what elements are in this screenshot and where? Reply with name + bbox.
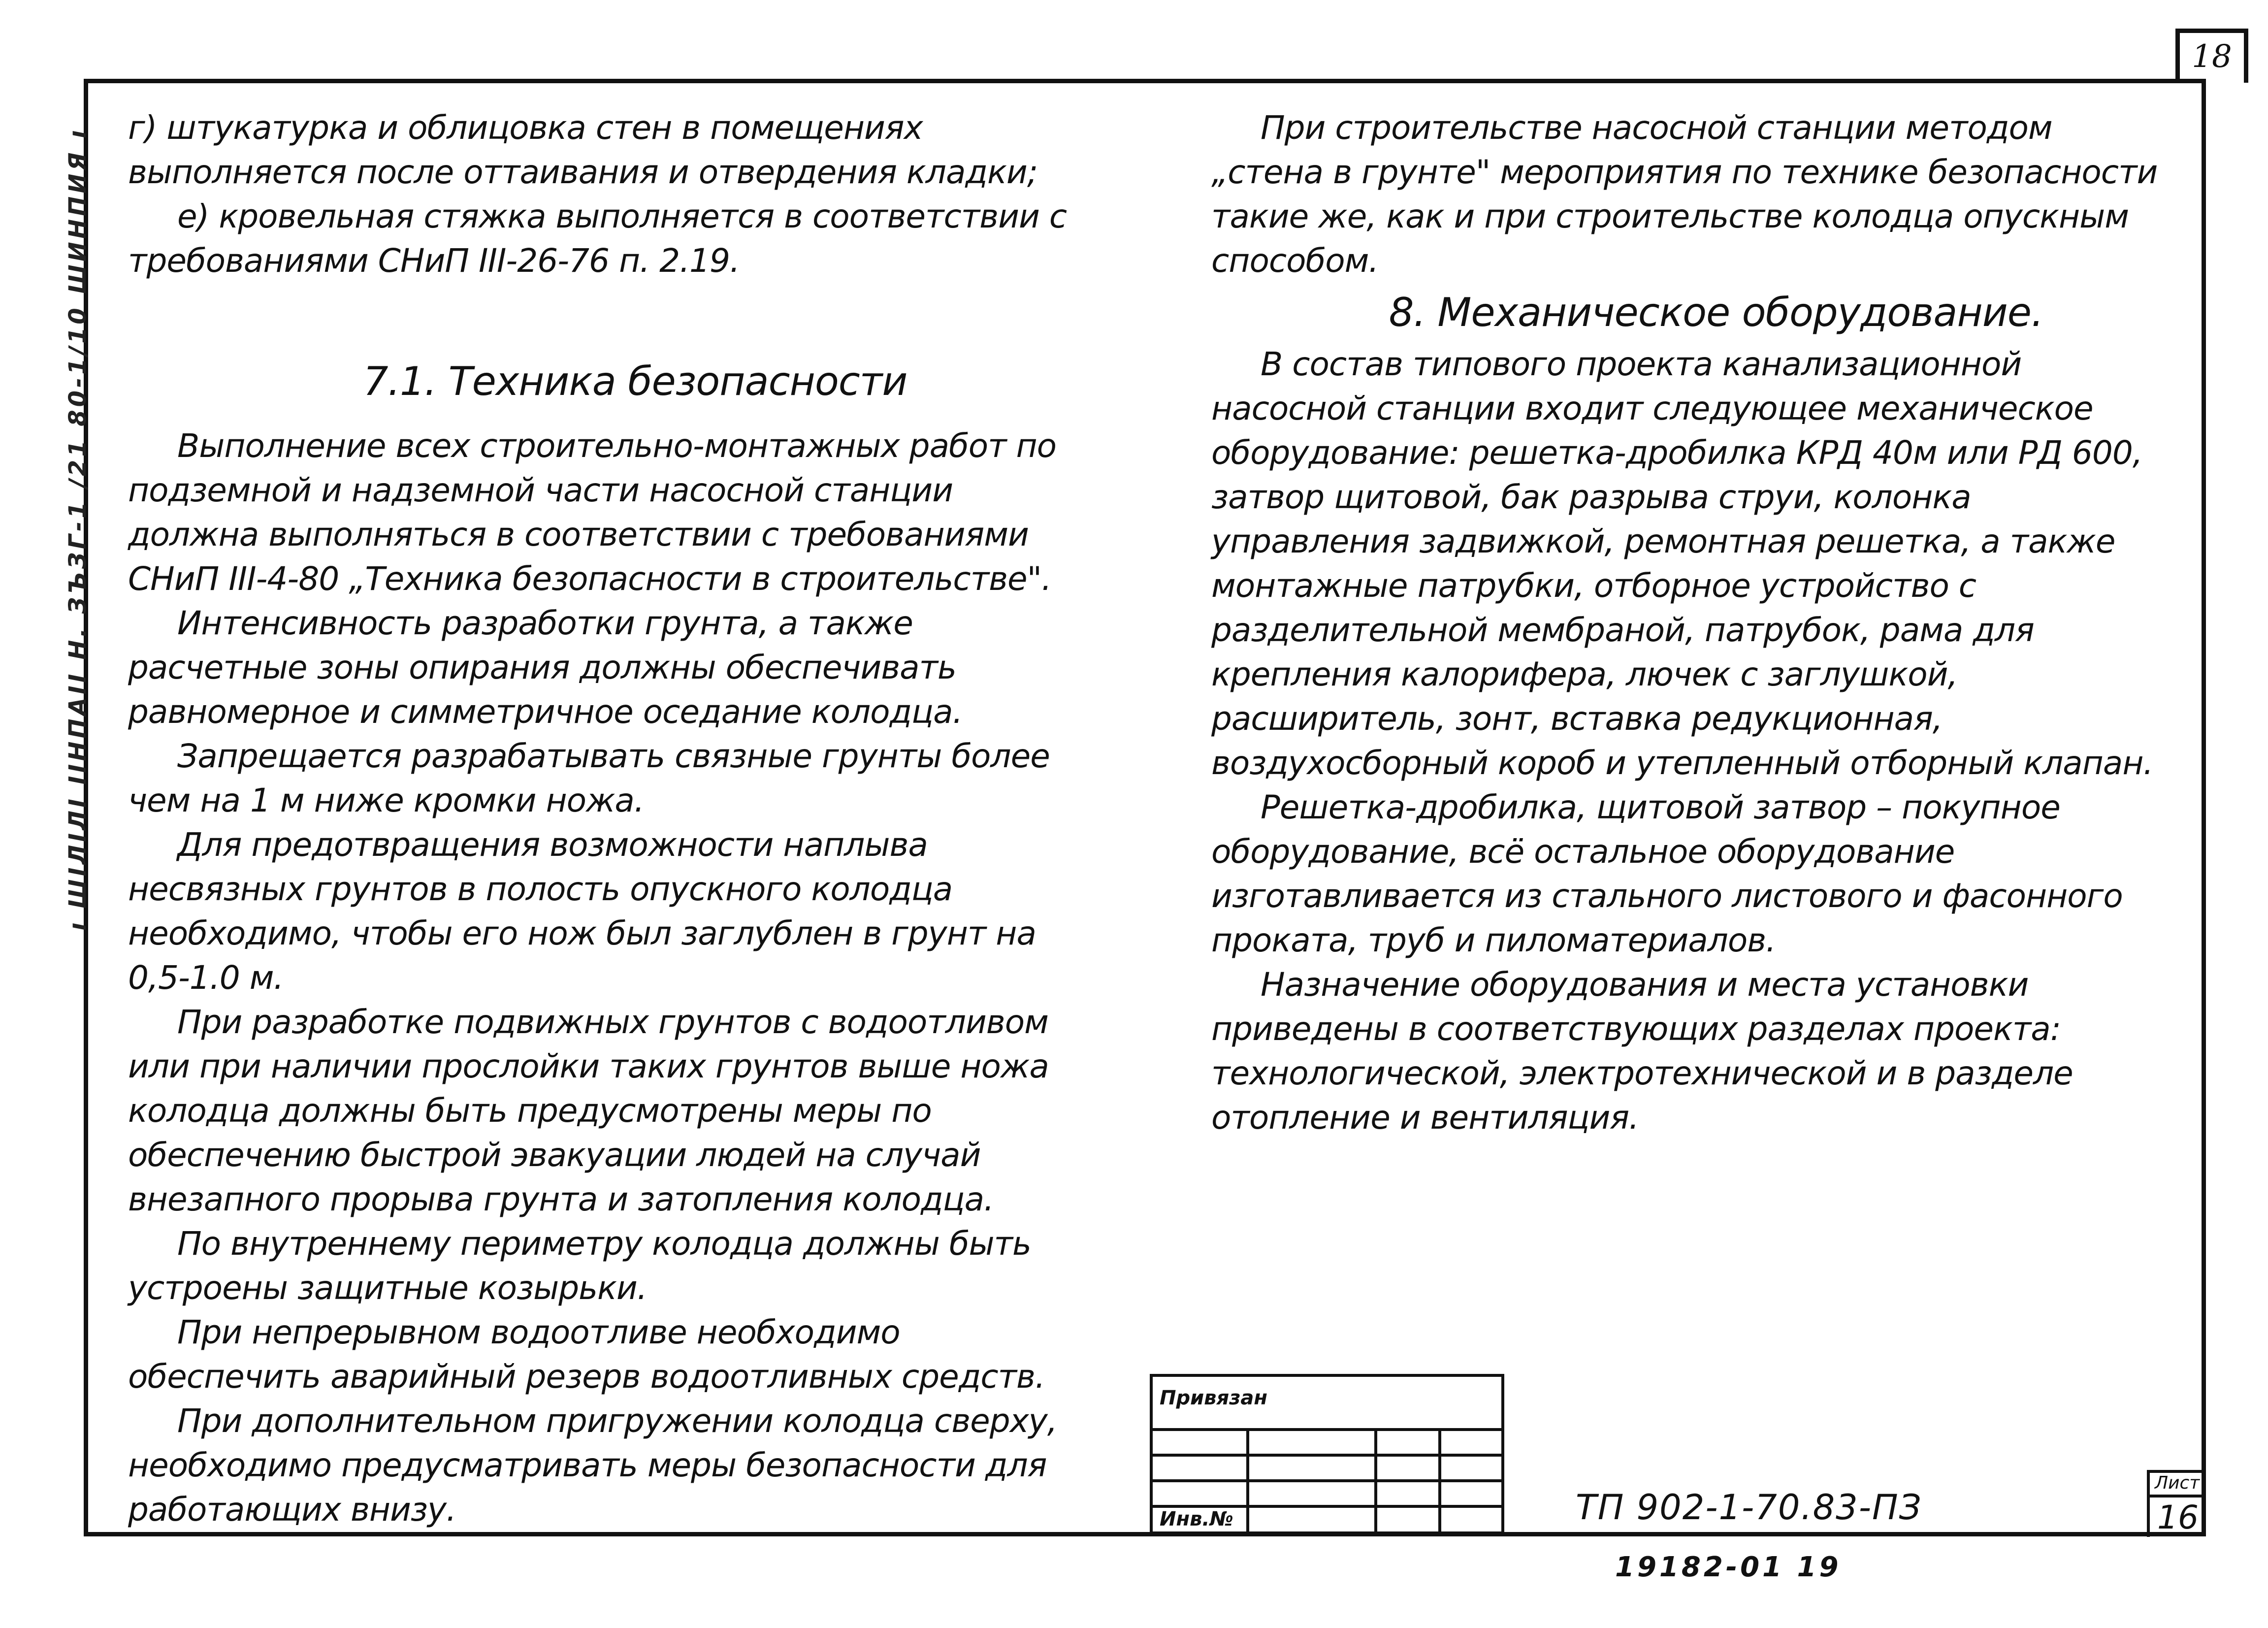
- sheet-number-box: [2147, 1470, 2206, 1537]
- right-column: [1211, 106, 2171, 1140]
- sheet-label: Лист: [2155, 1473, 2200, 1493]
- stamp-col-line: [1438, 1431, 1441, 1531]
- left-paragraph-2: е) кровельная стяжка выполняется в соответствии с требованиями СНиП III-26-76 п. 2.19.: [128, 197, 1067, 280]
- bottom-registration-number: 19182-01 19: [1615, 1551, 1842, 1583]
- left-paragraph-5: Запрещается разрабатывать связные грунты более чем на 1 м ниже кромки ножа.: [128, 737, 1050, 819]
- sheet-number: 16: [2157, 1498, 2199, 1536]
- left-paragraph-9: При непрерывном водоотливе необходимо обеспечить аварийный резерв водоотливных средств.: [128, 1313, 1045, 1396]
- stamp-col-line: [1374, 1431, 1377, 1531]
- right-paragraph-1: При строительстве насосной станции методом „стена в грунте" мероприятия по технике безопасности такие же, как и при строительстве колодца опускным способом.: [1211, 109, 2158, 280]
- left-paragraph-8: По внутреннему периметру колодца должны быть устроены защитные козырьки.: [128, 1225, 1031, 1307]
- page-number: 18: [2175, 29, 2248, 83]
- title-block-stamp: [1150, 1374, 1504, 1534]
- left-paragraph-4: Интенсивность разработки грунта, а также расчетные зоны опирания должны обеспечивать равномерное и симметричное оседание колодца.: [128, 604, 963, 731]
- section-heading-7-1: 7.1. Техника безопасности: [363, 358, 907, 404]
- left-paragraph-3: Выполнение всех строительно-монтажных работ по подземной и надземной части насосной станции должна выполняться в соответствии с требованиями СНиП III-4-80 „Техника безопасности в строительстве".: [128, 427, 1057, 598]
- stamp-row-line: [1153, 1479, 1501, 1482]
- left-paragraph-7: При разработке подвижных грунтов с водоотливом или при наличии прослойки таких грунтов выше ножа колодца должны быть предусмотрены меры по обеспечению быстрой эвакуации людей на случай внезапного прорыва грунта и затопления колодца.: [128, 1003, 1049, 1218]
- stamp-col-line: [1246, 1431, 1249, 1531]
- stamp-row-line: [1153, 1454, 1501, 1457]
- stamp-row-line: [1153, 1428, 1501, 1431]
- left-paragraph-6: Для предотвращения возможности наплыва несвязных грунтов в полость опускного колодца необходимо, чтобы его нож был заглублен в грунт на 0,5-1.0 м.: [128, 826, 1036, 997]
- left-column: [128, 106, 1093, 1532]
- right-paragraph-2: В состав типового проекта канализационной насосной станции входит следующее механическое оборудование: решетка-дробилка КРД 40м или РД 600, затвор щитовой, бак разрыва струи, колонка управления задвижкой, ремонтная решетка, а также монтажные патрубки, отборное устройство с разделительной мембраной, патрубок, рама для крепления калорифера, лючек с заглушкой, расширитель, зонт, вставка редукционная, воздухосборный короб и утепленный отборный клапан.: [1211, 345, 2153, 782]
- tied-label: Привязан: [1160, 1387, 1268, 1409]
- section-heading-8: 8. Механическое оборудование.: [1389, 290, 2043, 335]
- left-paragraph-1: г) штукатурка и облицовка стен в помещениях выполняется после оттаивания и отвердения кладки;: [128, 109, 1038, 191]
- margin-text: ı ШІЛІЛІ ІІНПАІІ Н. ЗЪЗГ-1 /21 80-1/10 ШИНПИЯ ı: [64, 127, 92, 931]
- left-paragraph-10: При дополнительном пригружении колодца сверху, необходимо предусматривать меры безопасности для работающих внизу.: [128, 1402, 1057, 1529]
- document-code: ТП 902-1-70.83-ПЗ: [1576, 1487, 1922, 1528]
- right-paragraph-4: Назначение оборудования и места установки приведены в соответствующих разделах проекта: технологической, электротехнической и в разделе отопление и вентиляция.: [1211, 966, 2073, 1137]
- right-paragraph-3: Решетка-дробилка, щитовой затвор – покупное оборудование, всё остальное оборудование изготавливается из стального листового и фасонного проката, труб и пиломатериалов.: [1211, 788, 2123, 959]
- inventory-number-label: Инв.№: [1160, 1508, 1233, 1530]
